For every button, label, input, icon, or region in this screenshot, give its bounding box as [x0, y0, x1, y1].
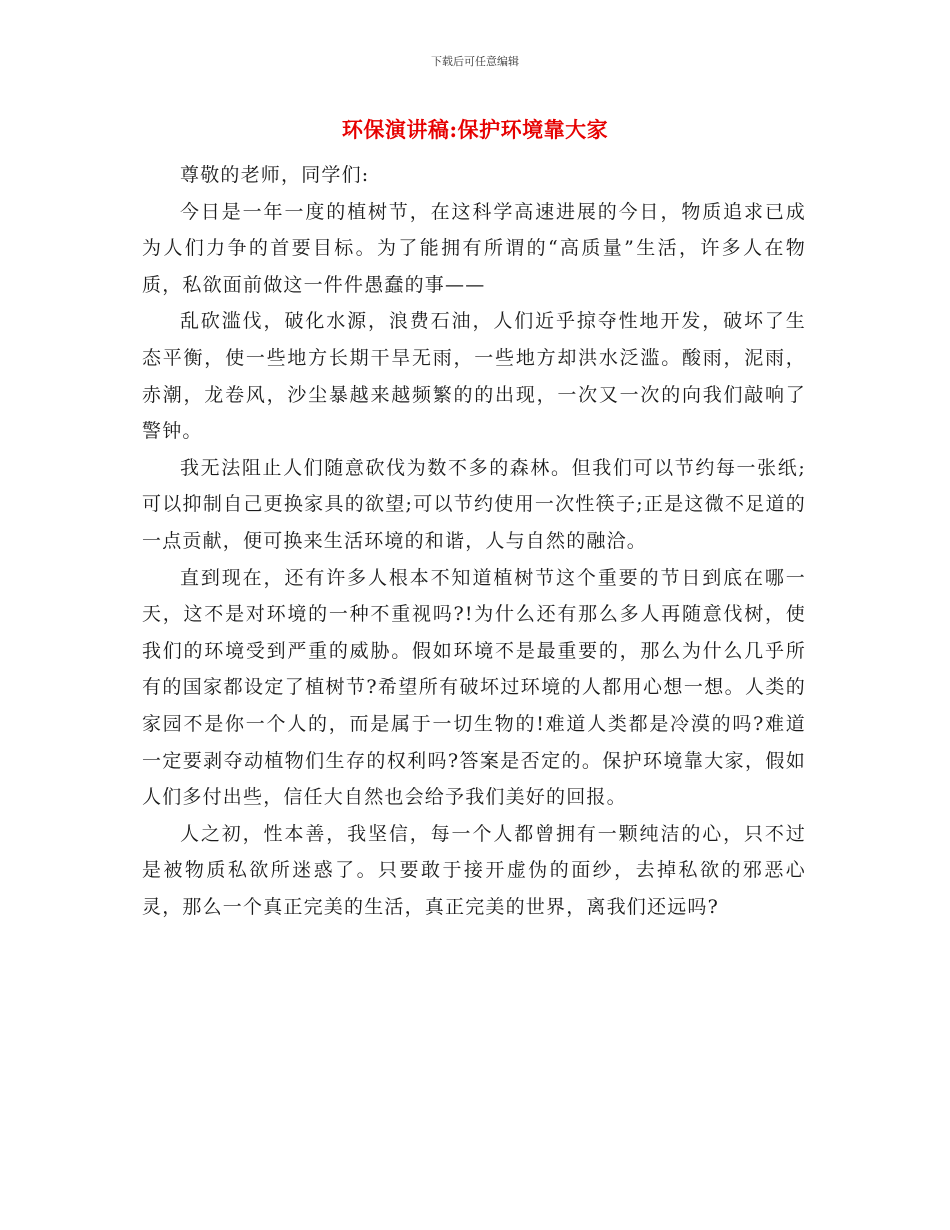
document-body [142, 157, 806, 925]
document-title: 环保演讲稿:保护环境靠大家 [341, 117, 609, 142]
paragraph: 乱砍滥伐，破化水源，浪费石油，人们近乎掠夺性地开发，破坏了生态平衡，使一些地方长期干旱无雨，一些地方却洪水泛滥。酸雨，泥雨，赤潮，龙卷风，沙尘暴越来越频繁的的出现，一次又一次的向我们敲响了警钟。 [142, 310, 806, 443]
paragraph: 直到现在，还有许多人根本不知道植树节这个重要的节日到底在哪一天，这不是对环境的一种不重视吗?!为什么还有那么多人再随意伐树，使我们的环境受到严重的威胁。假如环境不是最重要的，那么为什么几乎所有的国家都设定了植树节?希望所有破坏过环境的人都用心想一想。人类的家园不是你一个人的，而是属于一切生物的!难道人类都是冷漠的吗?难道一定要剥夺动植物们生存的权利吗?答案是否定的。保护环境靠大家，假如人们多付出些，信任大自然也会给予我们美好的回报。 [142, 566, 806, 809]
paragraph: 我无法阻止人们随意砍伐为数不多的森林。但我们可以节约每一张纸;可以抑制自己更换家具的欲望;可以节约使用一次性筷子;正是这微不足道的一点贡献，便可换来生活环境的和谐，人与自然的融洽。 [142, 456, 806, 552]
paragraph: 尊敬的老师，同学们: [180, 164, 370, 186]
paragraph: 人之初，性本善，我坚信，每一个人都曾拥有一颗纯洁的心，只不过是被物质私欲所迷惑了。只要敢于接开虚伪的面纱，去掉私欲的邪恶心灵，那么一个真正完美的生活，真正完美的世界，离我们还远吗? [142, 822, 806, 918]
header-note: 下载后可任意编辑 [431, 55, 519, 68]
paragraph: 今日是一年一度的植树节，在这科学高速进展的今日，物质追求已成为人们力争的首要目标。为了能拥有所谓的“高质量”生活，许多人在物质，私欲面前做这一件件愚蠢的事—— [142, 200, 806, 296]
